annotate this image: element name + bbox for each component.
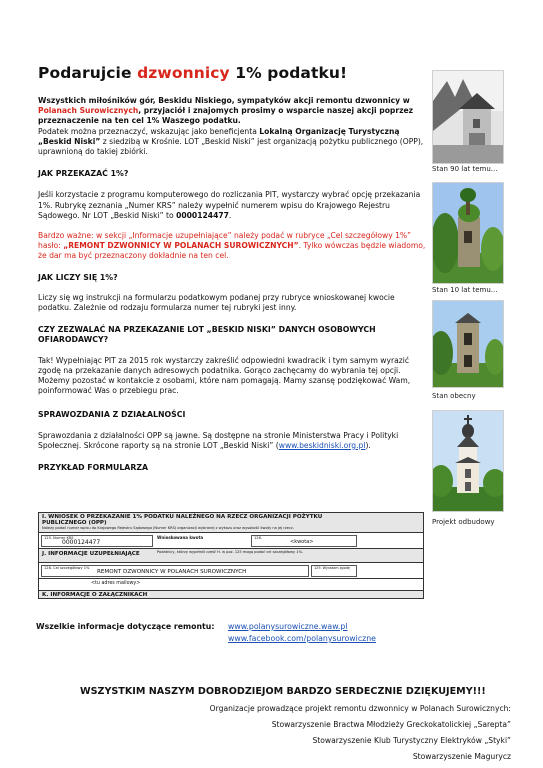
intro-bold: Wszystkich miłośników gór, Beskidu Niskiego, sympatyków akcji remontu dzwonnicy w [38,96,410,105]
important-paragraph [38,231,426,262]
caption-current: Stan obecny [432,392,476,400]
title-text-start: Podarujcie [38,64,138,82]
amount-value: <kwota> [290,539,314,545]
goal-field [41,565,309,577]
intro-paragraph [38,96,426,157]
main-column [38,96,426,473]
photo-old-90-years [432,70,504,164]
krs-field-value: 0000124477 [62,539,101,546]
organizers-intro: Organizacje prowadzące projekt remontu dzwonnicy w Polanach Surowicznych: [209,704,511,713]
facebook-link[interactable]: www.facebook.com/polanysurowiczne [228,634,376,643]
intro-organization: Lokalną Organizację Turystyczną „Beskid Niski” [38,126,400,146]
form-section-i [39,513,423,533]
example-tax-form [38,512,424,599]
tower-photo-illustration [433,301,503,387]
form-section-k-title: K. INFORMACJE O ZAŁĄCZNIKACH [42,592,148,598]
thanks-heading: WSZYSTKIM NASZYM DOBRODZIEJOM BARDZO SERDECZNIE DZIĘKUJEMY!!! [80,686,486,697]
krs-number: 0000124477 [176,210,229,220]
important-slogan: „REMONT DZWONNICY W POLANACH SUROWICZNYCH” [63,241,299,251]
consent-paragraph: Tak! Wypełniając PIT za 2015 rok wystarczy zakreślić odpowiedni kwadracik i tym samym wyrazić zgodę na przekazanie danych adresowych podatnika. Gorąco zachęcamy do wybrania tej opcji. Możemy pozostać w kontakcie z osobami, które nam pomagają. Mamy szansę podziękować Wam, poinformować Was o przebiegu prac. [38,355,411,396]
amount-label: Wnioskowana kwota [157,535,204,540]
caption-90-years: Stan 90 lat temu... [432,165,498,173]
photo-10-years [432,182,504,284]
how-heading: JAK PRZEKAZAĆ 1%? [38,169,129,179]
email-placeholder: <tu adres mailowy> [91,581,141,586]
form-section-i-note: Należy podać numer wpisu do Krajowego Rejestru Sądowego (Numer KRS) organizacji wybranej z wykazu oraz wysokość kwoty na jej rzecz. [42,526,294,530]
example-heading: PRZYKŁAD FORMULARZA [38,463,149,473]
form-section-j-note: Podatnicy, którzy wypełnili część H. w poz. 125 mogą podać cel szczegółowy 1%. [157,550,304,554]
krs-dot: . [228,210,232,220]
consent-heading: CZY ZEZWALAĆ NA PRZEKAZANIE LOT „BESKID NISKI” DANYCH OSOBOWYCH OFIARODAWCY? [38,325,376,345]
goal-field-label: 128. Cel szczegółowy 1% [44,566,90,570]
how-paragraph [38,190,426,221]
ruin-photo-illustration [433,183,503,283]
form-email-row [39,579,423,591]
beskidniski-link[interactable]: www.beskidniski.org.pl [278,440,366,450]
title-highlight: dzwonnicy [137,64,230,82]
old-photo-illustration [433,71,503,163]
photo-current [432,300,504,388]
intro-place-name: Polanach Surowicznych [38,106,139,116]
krs-field-label: 125. Numer KRS [44,536,74,540]
info-label: Wszelkie informacje dotyczące remontu: [36,622,215,631]
form-goal-row [39,563,423,579]
how-text: Jeśli korzystacie z programu komputerowego do rozliczania PIT, wystarczy wybrać opcję przekazania 1%. Rubrykę zeznania „Numer KRS” należy wypełnić numerem wpisu do Krajowego Rejestru Sądowego. Nr LOT „Beskid Niski” to [38,190,421,220]
polanysurowiczne-link[interactable]: www.polanysurowiczne.waw.pl [228,622,348,631]
intro-text-end: z siedzibą w Krośnie. LOT „Beskid Niski” jest organizacją pożytku publicznego (OPP), uprawnioną do takiej zbiórki. [38,136,424,157]
consent-field-label: 129. Wyrażam zgodę [314,566,350,570]
organizer-sarepta: Stowarzyszenie Bractwa Młodzieży Greckokatolickiej „Sarepta” [271,720,511,729]
amount-field [251,535,357,547]
form-section-i-title: I. WNIOSEK O PRZEKAZANIE 1% PODATKU NALEŻNEGO NA RZECZ ORGANIZACJI POŻYTKU PUBLICZNEGO (OPP) [42,514,323,527]
caption-project: Projekt odbudowy [432,518,495,526]
page-title [38,64,408,82]
reports-heading: SPRAWOZDANIA Z DZIAŁALNOŚCI [38,410,186,420]
form-section-j [39,549,423,563]
form-krs-row [39,533,423,549]
intro-text: Podatek można przeznaczyć, wskazując jako beneficjenta [38,126,260,136]
project-illustration [433,411,503,511]
intro-bold-end: , przyjaciół i znajomych prosimy o wsparcie naszej akcji poprzez przeznaczenie na ten cel 1% Waszego podatku. [38,106,414,126]
organizer-magurycz: Stowarzyszenie Magurycz [412,752,511,761]
amount-slot: 126. [254,536,263,540]
title-text-end: 1% podatku! [229,64,348,82]
form-section-j-title: J. INFORMACJE UZUPEŁNIAJĄCE [42,551,140,557]
form-section-k [39,591,423,599]
count-paragraph: Liczy się wg instrukcji na formularzu podatkowym podanej przy rubryce wnioskowanej kwocie podatku. Zależnie od rodzaju formularza numer tej rubryki jest inny. [38,292,395,313]
krs-field [41,535,153,547]
organizer-styki: Stowarzyszenie Klub Turystyczny Elektryków „Styki” [312,736,511,745]
important-text-end: . Tylko wówczas będzie wiadomo, że dar ma być przeznaczony dokładnie na ten cel. [38,241,426,261]
count-heading: JAK LICZY SIĘ 1%? [38,272,118,282]
goal-field-value: REMONT DZWONNICY W POLANACH SUROWICZNYCH [97,569,247,575]
reports-text-end: ). [365,440,371,450]
consent-checkbox-field [311,565,357,577]
photo-reconstruction-project [432,410,504,512]
reports-paragraph [38,431,426,451]
important-text: Bardzo ważne: w sekcji „Informacje uzupełniające” należy podać w rubryce „Cel szczegółowy 1%” hasło: [38,231,412,251]
caption-10-years: Stan 10 lat temu... [432,286,498,294]
reports-text: Sprawozdania z działalności OPP są jawne. Są dostępne na stronie Ministerstwa Pracy i Polityki Społecznej. Skrócone raporty są na stronie LOT „Beskid Niski” ( [38,430,399,450]
